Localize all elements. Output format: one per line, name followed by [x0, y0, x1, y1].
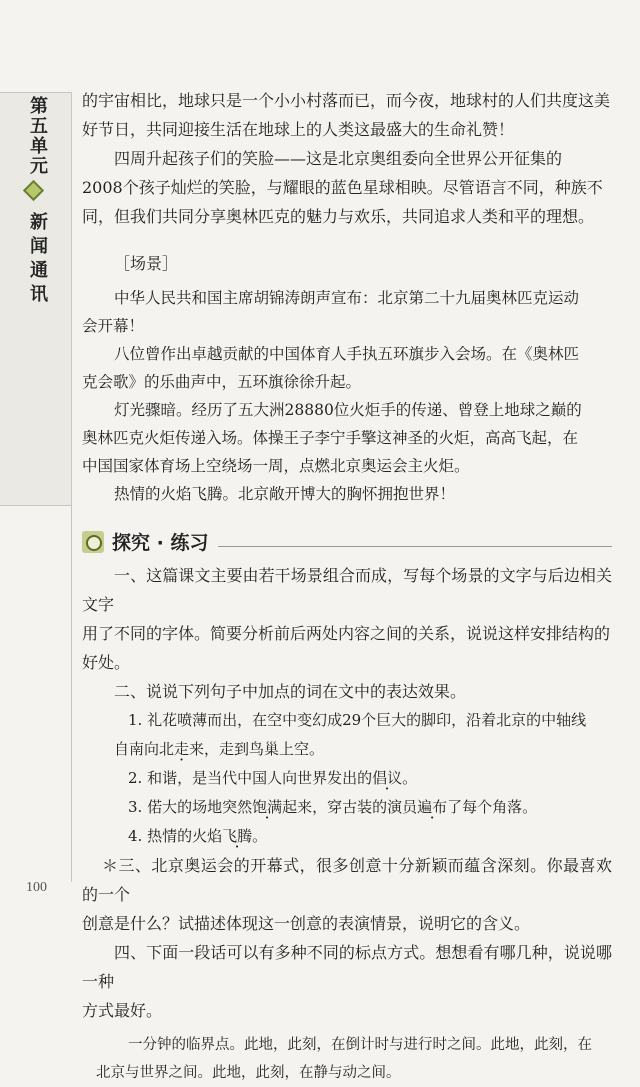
scene-label: ［场景］	[114, 254, 179, 273]
question-line: 二、说说下列句子中加点的词在文中的表达效果。	[114, 682, 467, 701]
scene-line: 中国国家体育场上空绕场一周，点燃北京奥运会主火炬。	[82, 457, 470, 475]
scene-line: 灯光骤暗。经历了五大洲28880位火炬手的传递、曾登上地球之巅的	[114, 401, 582, 419]
example-line: 3. 偌大的场地突然饱满起来，穿古装的演员遍布了每个角落。	[128, 798, 538, 816]
example-line: 自南向北走来，走到鸟巢上空。	[114, 740, 325, 758]
body-line: 同，但我们共同分享奥林匹克的魅力与欢乐，共同追求人类和平的理想。	[82, 207, 595, 226]
sidebar-rule	[71, 92, 72, 882]
unit-label: 第五单元	[27, 96, 48, 176]
question-line: 好处。	[82, 653, 131, 672]
question-line: 一、这篇课文主要由若干场景组合而成，写每个场景的文字与后边相关文字	[82, 566, 612, 614]
example-line: 北京与世界之间。此地，此刻，在静与动之间。	[96, 1065, 401, 1081]
question-line: ＊三、北京奥运会的开幕式，很多创意十分新颖而蕴含深刻。你最喜欢的一个	[82, 856, 612, 904]
exercise-title: 探究 · 练习	[112, 532, 209, 554]
page-content	[82, 86, 612, 1087]
section-label: 新闻通讯	[27, 212, 48, 308]
scene-line: 克会歌》的乐曲声中，五环旗徐徐升起。	[82, 373, 362, 391]
question-line: 方式最好。	[82, 1001, 163, 1020]
page-number: 100	[26, 880, 47, 895]
scene-line: 会开幕！	[82, 317, 145, 335]
body-line: 2008个孩子灿烂的笑脸，与耀眼的蓝色星球相映。尽管语言不同，种族不	[82, 178, 603, 197]
scene-line: 奥林匹克火炬传递入场。体操王子李宁手擎这神圣的火炬，高高飞起，在	[82, 429, 579, 447]
question-line: 创意是什么？试描述体现这一创意的表演情景，说明它的含义。	[82, 914, 531, 933]
example-line: 4. 热情的火焰飞腾。	[128, 827, 268, 845]
dotted-word: 飞腾	[222, 827, 253, 845]
body-line: 四周升起孩子们的笑脸——这是北京奥组委向全世界公开征集的	[114, 149, 563, 168]
scene-line: 热情的火焰飞腾。北京敞开博大的胸怀拥抱世界！	[114, 485, 456, 503]
example-line: 一分钟的临界点。此地，此刻，在倒计时与进行时之间。此地，此刻，在	[128, 1037, 592, 1053]
dotted-word: 倡议	[372, 769, 403, 787]
example-line: 2. 和谐，是当代中国人向世界发出的倡议。	[128, 769, 418, 787]
example-line: 1. 礼花喷薄而出，在空中变幻成29个巨大的脚印，沿着北京的中轴线	[128, 711, 587, 729]
magnifier-icon	[82, 531, 104, 553]
dotted-word: 走	[174, 740, 190, 758]
body-line: 的宇宙相比，地球只是一个小小村落而已，而今夜，地球村的人们共度这美	[82, 91, 611, 110]
heading-rule	[218, 546, 612, 547]
dotted-word: 饱满	[252, 798, 283, 816]
exercise-heading	[82, 528, 612, 555]
question-line: 用了不同的字体。简要分析前后两处内容之间的关系，说说这样安排结构的	[82, 624, 611, 643]
dotted-word: 遍布	[417, 798, 448, 816]
scene-line: 八位曾作出卓越贡献的中国体育人手执五环旗步入会场。在《奥林匹	[114, 345, 580, 363]
question-line: 四、下面一段话可以有多种不同的标点方式。想想看有哪几种，说说哪一种	[82, 943, 612, 991]
scene-line: 中华人民共和国主席胡锦涛朗声宣布：北京第二十九届奥林匹克运动	[114, 289, 580, 307]
body-line: 好节日，共同迎接生活在地球上的人类这最盛大的生命礼赞！	[82, 120, 515, 139]
